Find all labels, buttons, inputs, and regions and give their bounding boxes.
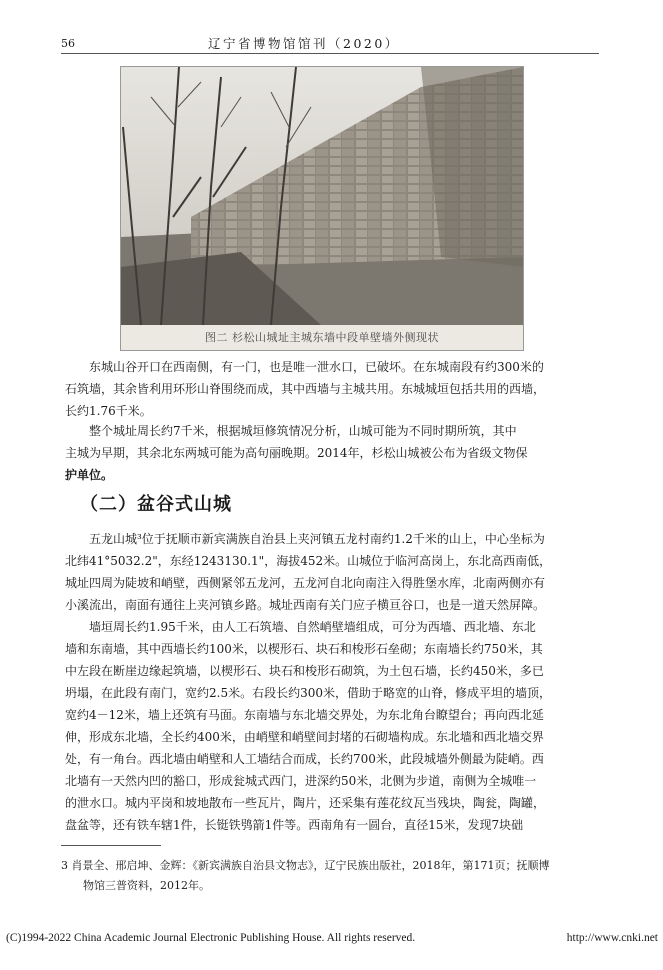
figure-photo: [120, 66, 524, 351]
text-line: 墙垣周长约1.95千米，由人工石筑墙、自然峭壁墙组成，可分为西墙、西北墙、东北: [89, 620, 536, 634]
text-line: 伸，形成东北墙，全长约400米，由峭壁和峭壁间封堵的石砌墙构成。东北墙和西北墙交界: [65, 730, 544, 744]
running-title: 辽宁省博物馆馆刊（2020）: [208, 36, 400, 51]
text-line: 墙和东南墙，其中西墙长约100米，以楔形石、块石和梭形石垒砌；东南墙长约750米，其: [65, 642, 543, 656]
text-line: 主城为早期，其余北东两城可能为高句丽晚期。2014年，杉松山城被公布为省级文物保: [65, 446, 528, 460]
text-line: 东城山谷开口在西南侧，有一门，也是唯一泄水口，已破坏。在东城南段有约300米的: [89, 360, 544, 374]
text-line: 中左段在断崖边缘起筑墙，以楔形石、块石和梭形石砌筑，为土包石墙，长约450米，多已: [65, 664, 544, 678]
text-line: 宽约4－12米，墙上还筑有马面。东南墙与东北墙交界处，为东北角台瞭望台；再向西北延: [65, 708, 544, 722]
figure-caption: 图二 杉松山城址主城东墙中段单壁墙外侧现状: [121, 325, 523, 350]
text-line: 长约1.76千米。: [65, 404, 152, 418]
text-line: 处，有一角台。西北墙由峭壁和人工墙结合而成，长约700米，此段城墙外侧最为陡峭。西: [65, 752, 544, 766]
header-rule: [61, 53, 599, 54]
paragraph-2: [65, 420, 599, 486]
text-line: 石筑墙，其余皆利用环形山脊围绕而成，其中西墙与主城共用。东城城垣包括共用的西墙，: [65, 382, 546, 396]
text-line: 五龙山城³位于抚顺市新宾满族自治县上夹河镇五龙村南约1.2千米的山上，中心坐标为: [89, 532, 545, 546]
footnote-line: 物馆三普资料，2012年。: [83, 879, 210, 892]
copyright-footer: [6, 932, 658, 944]
paragraph-1: [65, 356, 599, 422]
paragraph-3: [65, 528, 599, 616]
page-number: 56: [61, 37, 75, 50]
footnote: [61, 856, 599, 896]
text-line: 的泄水口。城内平岗和坡地散布一些瓦片，陶片，还采集有莲花纹瓦当残块，陶瓮，陶罐，: [65, 796, 546, 810]
text-line: 城址四周为陡坡和峭壁，西侧紧邻五龙河，五龙河自北向南注入得胜堡水库，北南两侧亦有: [65, 576, 546, 590]
text-line: 北纬41°5032.2"，东经1243130.1"，海拔452米。山城位于临河高岗上，东北高西南低，: [65, 554, 552, 568]
text-line: 盘盆等，还有铁车辖1件，长铤铁鸮箭1件等。西南角有一圆台，直径15米，发现7块础: [65, 818, 524, 832]
text-line: 北墙有一天然内凹的豁口，形成瓮城式西门，进深约50米，北侧为步道，南侧为全城唯一: [65, 774, 537, 788]
text-line: 护单位。: [65, 468, 114, 482]
paragraph-4: [65, 616, 599, 836]
text-line: 整个城址周长约7千米，根据城垣修筑情况分析，山城可能为不同时期所筑，其中: [89, 424, 517, 438]
footnote-rule: [61, 845, 161, 846]
cnki-url[interactable]: http://www.cnki.net: [566, 932, 658, 944]
section-heading: （二）盆谷式山城: [80, 494, 232, 515]
copyright-text: (C)1994-2022 China Academic Journal Electronic Publishing House. All rights reserved.: [6, 932, 416, 944]
footnote-line: 3 肖景全、邢启坤、金辉：《新宾满族自治县文物志》，辽宁民族出版社，2018年，第171页；抚顺博: [61, 859, 550, 872]
text-line: 小溪流出，南面有通往上夹河镇乡路。城址西南有关门应子横亘谷口，也是一道天然屏障。: [65, 598, 546, 612]
text-line: 坍塌，在此段有南门，宽约2.5米。右段长约300米，借助于略宽的山脊，修成平坦的墙顶，: [65, 686, 551, 700]
stone-wall-photo: [121, 67, 523, 325]
